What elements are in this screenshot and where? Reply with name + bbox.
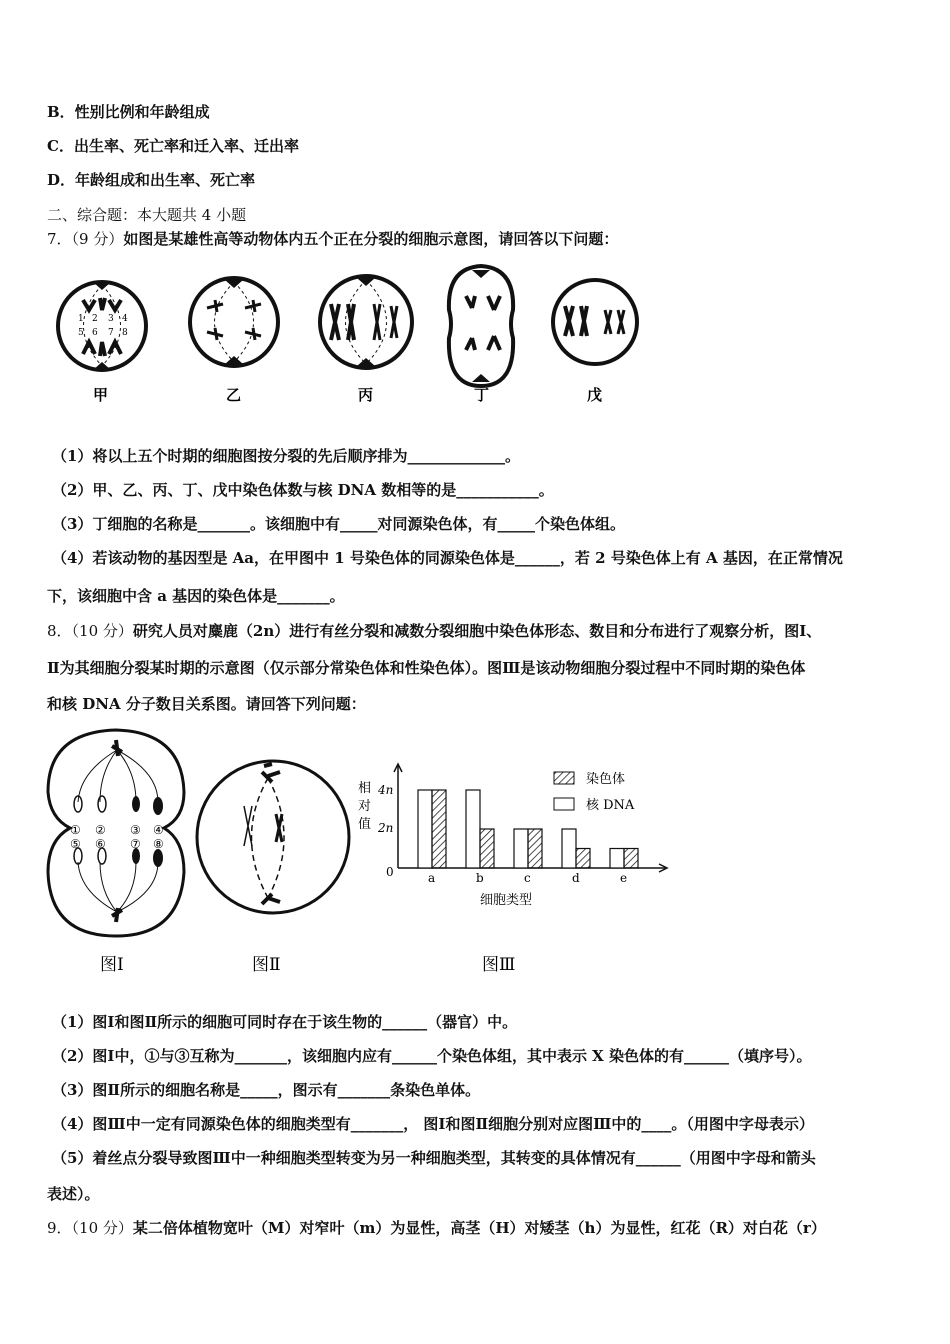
q8-stem-line3: 和核 DNA 分子数目关系图。请回答下列问题： xyxy=(47,695,366,713)
bar-d-dna xyxy=(562,829,576,868)
chrom-num-8: 8 xyxy=(122,328,128,338)
bar-b-dna xyxy=(466,790,480,868)
cell-ding xyxy=(449,266,513,386)
fig1-num-8: ⑧ xyxy=(153,837,164,851)
x-tick-c: c xyxy=(524,871,531,885)
q7-sub3: （3）丁细胞的名称是_______。该细胞中有_____对同源染色体，有_____个染色体组。 xyxy=(52,515,625,533)
legend-dna: 核 DNA xyxy=(586,798,635,813)
chrom-num-7: 7 xyxy=(108,328,114,338)
bar-c-dna xyxy=(514,829,528,868)
cell-wu xyxy=(553,280,637,364)
x-tick-d: d xyxy=(572,871,580,885)
chrom-num-3: 3 xyxy=(108,314,114,324)
q7-sub2: （2）甲、乙、丙、丁、戊中染色体数与核 DNA 数相等的是___________。 xyxy=(52,481,554,499)
q9-number: 9．（10 分） xyxy=(47,1219,133,1237)
option-d: D．年龄组成和出生率、死亡率 xyxy=(47,171,256,189)
x-tick-b: b xyxy=(476,871,484,885)
q8-sub2: （2）图Ⅰ中，①与③互称为_______，该细胞内应有______个染色体组，其中表示 X 染色体的有______（填序号）。 xyxy=(52,1047,812,1065)
chrom-num-5: 5 xyxy=(78,328,84,338)
fig1-num-4: ④ xyxy=(153,823,164,837)
fig1-num-6: ⑥ xyxy=(95,837,106,851)
bar-a-dna xyxy=(418,790,432,868)
x-tick-a: a xyxy=(428,871,436,885)
q8-sub3: （3）图Ⅱ所示的细胞名称是_____，图示有_______条染色单体。 xyxy=(52,1081,481,1099)
bar-a-chromosome xyxy=(432,790,446,868)
fig1-num-3: ③ xyxy=(130,823,141,837)
label-jia: 甲 xyxy=(93,386,109,404)
q7-number: 7．（9 分） xyxy=(47,230,124,248)
q7-sub4-line2: 下，该细胞中含 a 基因的染色体是_______。 xyxy=(47,587,345,605)
q9-stem xyxy=(47,1218,826,1238)
chrom-num-6: 6 xyxy=(92,328,98,338)
q8-figure xyxy=(40,722,680,984)
q8-sub5-line1: （5）着丝点分裂导致图Ⅲ中一种细胞类型转变为另一种细胞类型，其转变的具体情况有______（用图中字母和箭头 xyxy=(52,1149,816,1167)
fig3-label: 图Ⅲ xyxy=(482,955,516,975)
option-b: B．性别比例和年龄组成 xyxy=(47,103,210,121)
fig1-num-5: ⑤ xyxy=(70,837,81,851)
y-tick-0: 0 xyxy=(386,865,394,879)
fig3-chart xyxy=(358,764,667,908)
q9-stem-text: 某二倍体植物宽叶（M）对窄叶（m）为显性，高茎（H）对矮茎（h）为显性，红花（R）对白花（r） xyxy=(132,1219,826,1237)
section-title: 二、综合题：本大题共 4 小题 xyxy=(47,206,247,224)
option-c: C．出生率、死亡率和迁入率、迁出率 xyxy=(47,137,299,155)
bar-b-chromosome xyxy=(480,829,494,868)
cell-yi xyxy=(190,278,278,366)
bar-e-dna xyxy=(610,849,624,869)
y-tick-4n: 4n xyxy=(378,783,394,797)
chrom-num-4: 4 xyxy=(122,314,128,324)
fig1-label: 图Ⅰ xyxy=(100,955,124,975)
label-wu: 戊 xyxy=(587,386,603,404)
q8-stem-text: 研究人员对麋鹿（2n）进行有丝分裂和减数分裂细胞中染色体形态、数目和分布进行了观察分析，图Ⅰ、 xyxy=(132,622,822,640)
fig1-num-7: ⑦ xyxy=(130,837,141,851)
q8-stem-line2: Ⅱ为其细胞分裂某时期的示意图（仅示部分常染色体和性染色体）。图Ⅲ是该动物细胞分裂过程中不同时期的染色体 xyxy=(47,659,806,677)
q7-stem xyxy=(47,229,618,249)
fig2-label: 图Ⅱ xyxy=(252,955,281,975)
bar-e-chromosome xyxy=(624,849,638,869)
q8-sub5-line2: 表述）。 xyxy=(47,1185,100,1203)
q7-figure xyxy=(45,258,665,408)
q7-sub4-line1: （4）若该动物的基因型是 Aa，在甲图中 1 号染色体的同源染色体是______，若 2 号染色体上有 A 基因，在正常情况 xyxy=(52,549,843,567)
y-tick-2n: 2n xyxy=(378,821,394,835)
label-ding: 丁 xyxy=(474,386,490,404)
fig1-num-1: ① xyxy=(70,823,81,837)
bar-c-chromosome xyxy=(528,829,542,868)
bar-d-chromosome xyxy=(576,849,590,869)
q8-sub1: （1）图Ⅰ和图Ⅱ所示的细胞可同时存在于该生物的______（器官）中。 xyxy=(52,1013,518,1031)
label-bing: 丙 xyxy=(358,386,374,404)
fig1-cell xyxy=(48,730,184,936)
y-label-3: 值 xyxy=(358,817,372,832)
q7-sub1: （1）将以上五个时期的细胞图按分裂的先后顺序排为_____________。 xyxy=(52,447,520,465)
legend-swatch-dna xyxy=(554,798,574,810)
q8-sub4: （4）图Ⅲ中一定有同源染色体的细胞类型有_______， 图Ⅰ和图Ⅱ细胞分别对应图Ⅲ中的____。（用图中字母表示） xyxy=(52,1115,814,1133)
y-label-2: 对 xyxy=(358,799,372,814)
x-label: 细胞类型 xyxy=(480,893,533,908)
cell-bing xyxy=(320,276,412,368)
y-label-1: 相 xyxy=(358,781,372,796)
q8-number: 8．（10 分） xyxy=(47,622,133,640)
cell-jia xyxy=(58,282,146,370)
fig1-num-2: ② xyxy=(95,823,106,837)
q8-stem-line1 xyxy=(47,621,821,641)
legend-swatch-chromosome xyxy=(554,772,574,784)
x-tick-e: e xyxy=(620,871,628,885)
q7-stem-text: 如图是某雄性高等动物体内五个正在分裂的细胞示意图，请回答以下问题： xyxy=(123,230,619,248)
chrom-num-2: 2 xyxy=(92,314,98,324)
legend-chromosome: 染色体 xyxy=(586,772,626,787)
label-yi: 乙 xyxy=(226,386,242,404)
chrom-num-1: 1 xyxy=(78,314,84,324)
fig2-cell xyxy=(197,761,349,913)
